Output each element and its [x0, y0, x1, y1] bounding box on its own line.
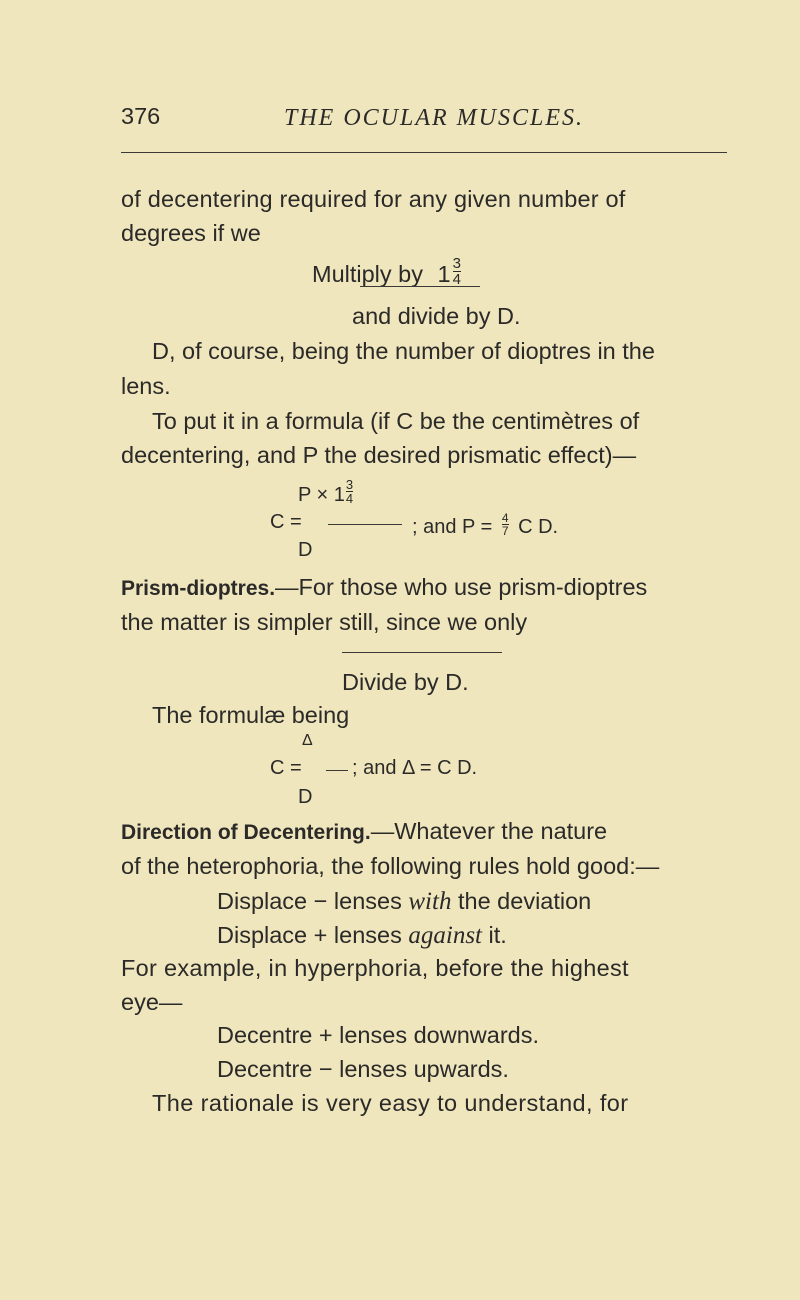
text-line: To put it in a formula (if C be the centimètres of — [152, 408, 640, 434]
text-line: of decentering required for any given number of — [121, 186, 626, 212]
fraction-num: 3 — [345, 477, 354, 492]
text-line: decentering, and P the desired prismatic effect)— — [121, 442, 637, 468]
text-line — [217, 889, 591, 914]
fraction-den: 4 — [452, 271, 461, 288]
fraction — [453, 256, 461, 287]
fraction-bar — [326, 770, 348, 771]
text-line — [217, 923, 507, 948]
formula-2-left: C = — [270, 757, 302, 779]
section-heading: Prism-dioptres. — [121, 577, 276, 600]
formula-1-left: C = — [270, 511, 302, 533]
section-heading: Direction of Decentering. — [121, 821, 371, 844]
formula-2-denominator: D — [298, 786, 313, 808]
text-line: Decentre − lenses upwards. — [217, 1056, 509, 1082]
mixed-number — [437, 255, 461, 288]
running-title: THE OCULAR MUSCLES. — [284, 105, 585, 131]
fraction-den: 4 — [345, 491, 354, 506]
multiply-line — [312, 256, 461, 287]
text-line: For example, in hyperphoria, before the highest — [121, 955, 629, 981]
text-line: lens. — [121, 373, 171, 399]
text-line: Decentre + lenses downwards. — [217, 1022, 539, 1048]
text-line: eye— — [121, 989, 183, 1015]
numerator-text: P × 1 — [298, 484, 345, 506]
rule-text: Displace − lenses — [217, 888, 402, 914]
text-line — [121, 820, 607, 844]
text-line: The formulæ being — [152, 702, 350, 728]
text-line: The rationale is very easy to understand, for — [152, 1090, 629, 1116]
emphasis: with — [408, 888, 452, 915]
text-line: degrees if we — [121, 220, 261, 246]
formula-2-numerator: Δ — [302, 732, 313, 749]
formula-2-right: ; and Δ = C D. — [352, 757, 478, 779]
multiply-label: Multiply by — [312, 261, 424, 287]
header-rule — [121, 152, 727, 153]
formula-1-denominator: D — [298, 539, 313, 561]
whole-part: 1 — [437, 261, 451, 287]
rule-line — [342, 652, 502, 653]
page-number: 376 — [121, 103, 161, 129]
rule-text: the deviation — [457, 888, 592, 914]
formula-right-text-2: C D. — [518, 516, 559, 538]
text-line: Divide by D. — [342, 669, 469, 695]
text-line: D, of course, being the number of dioptres in the — [152, 338, 655, 364]
rule-line — [360, 286, 480, 287]
fraction-num: 4 — [501, 511, 509, 525]
formula-1-right — [412, 512, 558, 537]
text-line: the matter is simpler still, since we only — [121, 609, 528, 635]
fraction-bar — [328, 524, 402, 525]
rule-text: it. — [488, 922, 507, 948]
formula-1-numerator — [298, 478, 353, 505]
formula-right-text: ; and P = — [412, 516, 493, 538]
text-line — [121, 576, 647, 600]
section-text: —For those who use prism-dioptres — [275, 574, 648, 600]
emphasis: against — [408, 922, 482, 949]
text-line: and divide by D. — [352, 303, 521, 329]
fraction-den: 7 — [501, 524, 509, 538]
fraction — [346, 478, 353, 505]
rule-text: Displace + lenses — [217, 922, 402, 948]
fraction-num: 3 — [452, 255, 461, 272]
section-text: —Whatever the nature — [370, 818, 608, 844]
fraction — [502, 512, 509, 537]
text-line: of the heterophoria, the following rules hold good:— — [121, 853, 660, 879]
